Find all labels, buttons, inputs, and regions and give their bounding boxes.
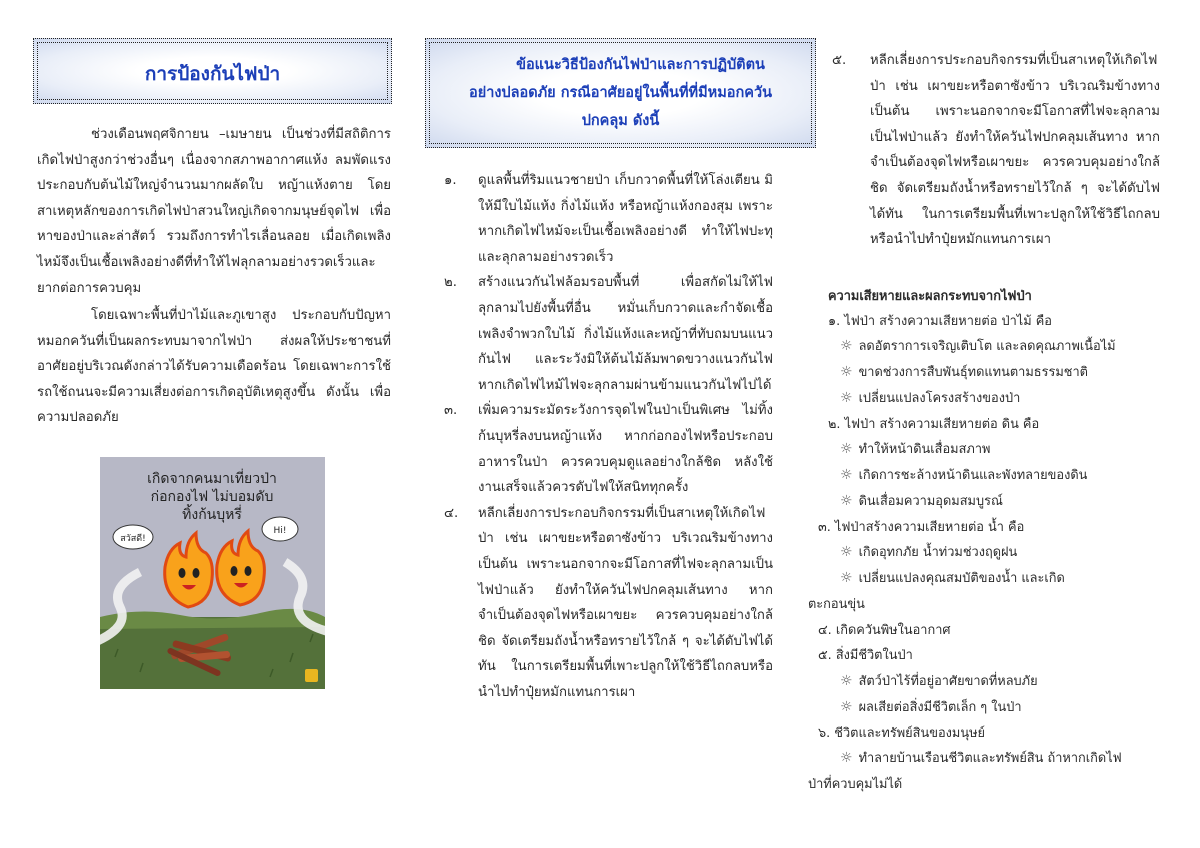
- damage-subitem-continuation: ป่าที่ควบคุมไม่ได้: [808, 777, 903, 792]
- tips-title-line2: อย่างปลอดภัย กรณีอาศัยอยู่ในพื้นที่ที่มีหมอกควัน: [468, 85, 772, 101]
- list-item-number: ๓.: [444, 403, 458, 419]
- list-item-number: ๔.: [444, 505, 459, 521]
- list-item-number: ๒.: [444, 275, 457, 291]
- damage-subitem: ☼ ดินเสื่อมความอุดมสมบูรณ์: [840, 493, 1003, 509]
- page-title: การป้องกันไฟป่า: [144, 63, 281, 85]
- damage-subitem: ☼ ทำให้หน้าดินเสื่อมสภาพ: [840, 441, 991, 457]
- poster-illustration: [100, 457, 325, 689]
- damage-subitem: ☼ ทำลายบ้านเรือนชีวิตและทรัพย์สิน ถ้าหากเกิดไฟ: [840, 750, 1122, 766]
- damage-subitem: ☼ ขาดช่วงการสืบพันธุ์ทดแทนตามธรรมชาติ: [840, 364, 1088, 380]
- list-item-text: หลีกเลี่ยงการประกอบกิจกรรมที่เป็นสาเหตุให้เกิดไฟป่า เช่น เผาขยะหรือตาซังข้าว บริเวณริมข้างทาง เป็นต้น เพราะนอกจากจะมีโอกาสที่ไฟจะลุกลามเป็นไฟป่าแล้ว ยังทำให้ควันไฟปกคลุมเส้นทาง หากจำเป็นต้องจุดไฟหรือเผาขยะ ควรควบคุมอย่างใกล้ชิด จัดเตรียมถังน้ำหรือทรายไว้ใกล้ ๆ จะได้ดับไฟได้ทัน ในการเตรียมพื้นที่เพาะปลูกให้ใช้วิธีไถกลบหรือนำไปทำปุ๋ยหมักแทนการเผา: [478, 505, 773, 700]
- damage-subitem: ☼ เกิดอุทกภัย น้ำท่วมช่วงฤดูฝน: [840, 544, 1018, 560]
- list-item-text: ดูแลพื้นที่ริมแนวชายป่า เก็บกวาดพื้นที่ให้โล่งเตียน มิให้มีใบไม้แห้ง กิ่งไม้แห้ง หรือหญ้าแห้งกองสุม เพราะหากเกิดไฟไหม้จะเป็นเชื้อเพลิงอย่างดี ทำให้ไฟปะทุและลุกลามอย่างรวดเร็ว: [478, 173, 773, 265]
- tips-list-continued: [832, 48, 1160, 253]
- speech-bubble-left: [113, 525, 153, 549]
- tips-list: [444, 168, 773, 705]
- damage-item-3: ๓. ไฟป่าสร้างความเสียหายต่อ น้ำ คือ: [818, 520, 1025, 535]
- list-item-text: เพิ่มความระมัดระวังการจุดไฟในป่าเป็นพิเศษ ไม่ทิ้งก้นบุหรี่ลงบนหญ้าแห้ง หากก่อกองไฟหรือประกอบอาหารในป่า ควรควบคุมดูแลอย่างใกล้ชิด หลังใช้งานเสร็จแล้วควรดับไฟให้สนิททุกครั้ง: [478, 403, 773, 496]
- bubble-right-text: Hi!: [273, 526, 287, 536]
- sun-bullet-icon: ☼: [840, 673, 853, 689]
- damage-item-4: ๔. เกิดควันพิษในอากาศ: [818, 623, 951, 638]
- list-item: [832, 48, 1160, 253]
- sun-bullet-icon: ☼: [840, 338, 853, 354]
- sun-bullet-icon: ☼: [840, 750, 853, 766]
- damage-subitem: ☼ เกิดการชะล้างหน้าดินและพังทลายของดิน: [840, 467, 1088, 483]
- poster-caption-line3: ทิ้งก้นบุหรี่: [182, 507, 242, 523]
- sun-bullet-icon: ☼: [840, 441, 853, 457]
- damage-subitem: ☼ เปลี่ยนแปลงคุณสมบัติของน้ำ และเกิด: [840, 570, 1065, 586]
- damage-item-6: ๖. ชีวิตและทรัพย์สินของมนุษย์: [818, 726, 986, 741]
- list-item-text: หลีกเลี่ยงการประกอบกิจกรรมที่เป็นสาเหตุให้เกิดไฟป่า เช่น เผาขยะหรือตาซังข้าว บริเวณริมข้างทาง เป็นต้น เพราะนอกจากจะมีโอกาสที่ไฟจะลุกลามเป็นไฟป่าแล้ว ยังทำให้ควันไฟปกคลุมเส้นทาง หากจำเป็นต้องจุดไฟหรือเผาขยะ ควรควบคุมอย่างใกล้ชิด จัดเตรียมถังน้ำหรือทรายไว้ใกล้ ๆ จะได้ดับไฟได้ทัน ในการเตรียมพื้นที่เพาะปลูกให้ใช้วิธีไถกลบหรือนำไปทำปุ๋ยหมักแทนการเผา: [870, 53, 1160, 248]
- sun-bullet-icon: ☼: [840, 570, 853, 586]
- logo-mark: [305, 669, 318, 682]
- sun-bullet-icon: ☼: [840, 364, 853, 380]
- list-item: [444, 501, 773, 706]
- intro-paragraph-1: ช่วงเดือนพฤศจิกายน –เมษายน เป็นช่วงที่มีสถิติการเกิดไฟป่าสูงกว่าช่วงอื่นๆ เนื่องจากสภาพอากาศแห้ง ลมพัดแรง ประกอบกับต้นไม้ใหญ่จำนวนมากผลัดใบ หญ้าแห้งตาย โดยสาเหตุหลักของการเกิดไฟป่าสวนใหญ่เกิดจากมนุษย์จุดไฟ เพื่อหาของป่าและล่าสัตว์ รวมถึงการทำไรเลื่อนลอย เมื่อเกิดเพลิงไหม้จึงเป็นเชื้อเพลิงอย่างดีที่ทำให้ไฟลุกลามอย่างรวดเร็วและยากต่อการควบคุม: [37, 127, 391, 296]
- damage-item-1: ๑. ไฟป่า สร้างความเสียหายต่อ ป่าไม้ คือ: [828, 314, 1052, 329]
- tips-title-line3: ปกคลุม ดังนี้: [581, 113, 660, 129]
- damage-subitem: ☼ เปลี่ยนแปลงโครงสร้างของป่า: [840, 390, 1021, 406]
- speech-bubble-right: [262, 517, 298, 541]
- sun-bullet-icon: ☼: [840, 493, 853, 509]
- list-item: [444, 270, 773, 398]
- damage-subitem: ☼ สัตว์ป่าไร้ที่อยู่อาศัยขาดที่หลบภัย: [840, 673, 1038, 689]
- damage-subitem: ☼ ผลเสียต่อสิ่งมีชีวิตเล็ก ๆ ในป่า: [840, 699, 1022, 715]
- list-item: [444, 398, 773, 500]
- damage-subitem-continuation: ตะกอนขุ่น: [808, 597, 865, 612]
- list-item-number: ๕.: [832, 53, 847, 68]
- tips-title-line1: ข้อแนะวิธีป้องกันไฟป่าและการปฏิบัติตน: [516, 57, 765, 73]
- damage-item-5: ๕. สิ่งมีชีวิตในป่า: [818, 648, 913, 663]
- poster-caption-line1: เกิดจากคนมาเที่ยวป่า: [147, 471, 277, 487]
- sun-bullet-icon: ☼: [840, 544, 853, 560]
- damage-subitem: ☼ ลดอัตราการเจริญเติบโต และลดคุณภาพเนื้อไม้: [840, 338, 1116, 354]
- poster-caption-line2: ก่อกองไฟ ไม่บอมดับ: [150, 489, 274, 505]
- sun-bullet-icon: ☼: [840, 699, 853, 715]
- bubble-left-text: สวัสดี!: [120, 534, 146, 544]
- intro-paragraph-2: โดยเฉพาะพื้นที่ป่าไม้และภูเขาสูง ประกอบกับปัญหาหมอกควันที่เป็นผลกระทบมาจากไฟป่า ส่งผลให้ประชาชนที่อาศัยอยู่บริเวณดังกล่าวได้รับความเดือดร้อน โดยเฉพาะการใช้รถใช้ถนนจะมีความเสี่ยงต่อการเกิดอุบัติเหตุสูงขึ้น ดังนั้น เพื่อความปลอดภัย: [37, 308, 391, 426]
- title-banner-prevention-tips: [425, 38, 816, 148]
- sun-bullet-icon: ☼: [840, 390, 853, 406]
- sun-bullet-icon: ☼: [840, 467, 853, 483]
- poster-image: [100, 457, 325, 689]
- list-item: [444, 168, 773, 270]
- list-item-text: สร้างแนวกันไฟล้อมรอบพื้นที่ เพื่อสกัดไม่ให้ไฟลุกลามไปยังพื้นที่อื่น หมั่นเก็บกวาดและกำจัดเชื้อเพลิงจำพวกใบไม้ กิ่งไม้แห้งและหญ้าที่ทับถมบนแนวกันไฟ และระวังมิให้ต้นไม้ล้มพาดขวางแนวกันไฟ หากเกิดไฟไหม้ไฟจะลุกลามผ่านข้ามแนวกันไฟไปได้: [478, 275, 773, 393]
- damage-section-heading: ความเสียหายและผลกระทบจากไฟป่า: [828, 289, 1032, 304]
- damage-item-2: ๒. ไฟป่า สร้างความเสียหายต่อ ดิน คือ: [828, 417, 1040, 432]
- title-banner-fire-prevention: [33, 38, 392, 104]
- list-item-number: ๑.: [444, 173, 457, 188]
